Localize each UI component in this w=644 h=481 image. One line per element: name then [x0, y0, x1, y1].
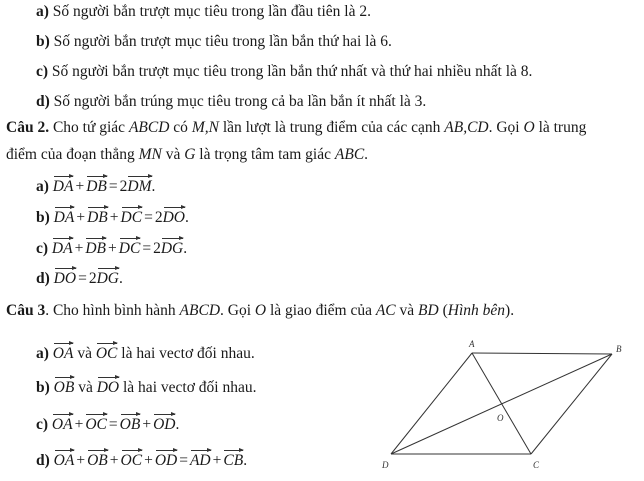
stem-math: Hình bên: [447, 302, 506, 319]
question-title: Câu 3: [6, 302, 46, 319]
vector: DG: [161, 236, 183, 259]
stem-text: lần lượt là trung điểm của các cạnh: [218, 119, 445, 136]
vector: DO: [97, 375, 119, 398]
vector: DA: [53, 174, 74, 197]
vector: DO: [54, 266, 76, 289]
q2-option-c: [36, 236, 187, 259]
vector: OC: [96, 341, 118, 364]
stem-math: MN: [138, 146, 162, 163]
stem-text: có: [169, 119, 192, 136]
vector: DC: [119, 236, 141, 259]
vector: DA: [54, 205, 75, 228]
option-label: c): [36, 240, 49, 257]
vector: DG: [97, 266, 119, 289]
coefficient: 2: [88, 270, 97, 287]
stem-text: ).: [505, 302, 515, 319]
stem-math: AC: [375, 302, 396, 319]
operator: +: [142, 416, 152, 433]
option-label: a): [36, 345, 49, 362]
option-label: b): [36, 33, 50, 50]
stem-text: là trung: [534, 119, 587, 136]
period: .: [184, 209, 189, 226]
point-label-d: D: [382, 460, 389, 470]
equals-sign: =: [108, 178, 118, 195]
connector-text: và: [78, 379, 93, 396]
side-da: [391, 353, 472, 454]
operator: +: [109, 452, 119, 469]
option-label: d): [36, 93, 50, 110]
equals-sign: =: [142, 240, 152, 257]
q2-stem-line2: [6, 145, 368, 165]
vector: OB: [54, 375, 75, 398]
vector: OA: [54, 448, 75, 471]
stem-text: Cho tứ giác: [52, 119, 129, 136]
stem-text: và: [161, 146, 185, 163]
diagonal-bd: [391, 354, 612, 454]
operator: +: [74, 416, 84, 433]
connector-text: và: [77, 345, 92, 362]
operator: +: [212, 452, 222, 469]
vector: DB: [85, 236, 106, 259]
stem-math: ABCD: [128, 119, 170, 136]
vector: DB: [86, 174, 107, 197]
point-label-a: A: [469, 339, 475, 349]
vector: DO: [163, 205, 185, 228]
stem-math: BD: [418, 302, 439, 319]
stem-math: G: [184, 146, 196, 163]
period: .: [175, 416, 180, 433]
stem-text: . Gọi: [488, 119, 524, 136]
point-label-b: B: [616, 344, 622, 354]
option-text: là hai vectơ đối nhau.: [123, 379, 257, 396]
stem-math: O: [254, 302, 267, 319]
option-label: c): [36, 416, 49, 433]
vector: OC: [85, 412, 107, 435]
option-text: Số người bắn trượt mục tiêu trong lần bắn thứ hai là 6.: [53, 33, 392, 50]
q3-option-a: [36, 341, 255, 364]
q3-option-d: [36, 448, 247, 471]
vector: OA: [52, 412, 73, 435]
option-text: Số người bắn trúng mục tiêu trong cả ba lần bắn ít nhất là 3.: [53, 93, 427, 110]
stem-math: AB,CD: [444, 119, 489, 136]
period: .: [183, 240, 188, 257]
stem-text: (: [438, 302, 448, 319]
option-text: Số người bắn trượt mục tiêu trong lần đầu tiên là 2.: [52, 3, 371, 20]
q1-option-a: [36, 2, 371, 22]
stem-text: . Gọi: [220, 302, 255, 319]
operator: +: [144, 452, 153, 469]
stem-text: và: [395, 302, 419, 319]
side-ab: [472, 353, 612, 354]
q2-stem-line1: [6, 118, 586, 138]
vector: OA: [53, 341, 74, 364]
option-label: b): [36, 209, 50, 226]
option-label: d): [36, 452, 50, 469]
q1-option-c: [36, 62, 532, 82]
period: .: [118, 270, 123, 287]
stem-text: là giao điểm của: [266, 302, 376, 319]
stem-text: . Cho hình bình hành: [45, 302, 180, 319]
equals-sign: =: [179, 452, 188, 469]
vector: CB: [223, 448, 243, 471]
q1-option-d: [36, 92, 426, 112]
operator: +: [108, 240, 117, 257]
period: .: [151, 178, 156, 195]
stem-text: điểm của đoạn thẳng: [6, 146, 139, 163]
vector: DM: [127, 174, 151, 197]
vector: OD: [155, 448, 177, 471]
equals-sign: =: [144, 209, 153, 226]
operator: +: [76, 209, 86, 226]
option-label: c): [36, 63, 49, 80]
vector: DA: [52, 236, 73, 259]
equals-sign: =: [78, 270, 87, 287]
stem-math: M,N: [191, 119, 219, 136]
stem-text: .: [364, 146, 369, 163]
operator: +: [74, 240, 84, 257]
q2-option-a: [36, 174, 155, 197]
period: .: [243, 452, 248, 469]
question-title: Câu 2.: [6, 119, 50, 136]
operator: +: [75, 178, 85, 195]
parallelogram-diagram: [370, 330, 644, 476]
parallelogram-figure: [370, 330, 644, 476]
option-label: a): [36, 178, 49, 195]
point-label-c: C: [533, 460, 540, 470]
operator: +: [109, 209, 119, 226]
vector: OD: [153, 412, 175, 435]
coefficient: 2: [119, 178, 128, 195]
option-text: là hai vectơ đối nhau.: [121, 345, 255, 362]
operator: +: [76, 452, 86, 469]
vector: OC: [121, 448, 143, 471]
q2-option-b: [36, 205, 189, 228]
point-label-o: O: [497, 413, 504, 423]
q3-stem: [6, 301, 514, 321]
q1-option-b: [36, 32, 392, 52]
stem-math: ABCD: [179, 302, 221, 319]
vector: OB: [87, 448, 108, 471]
stem-math: O: [523, 119, 535, 136]
option-label: d): [36, 270, 50, 287]
coefficient: 2: [153, 240, 161, 257]
vector: AD: [190, 448, 211, 471]
side-bc: [531, 354, 612, 454]
option-label: b): [36, 379, 50, 396]
q3-option-b: [36, 375, 256, 398]
vector: DB: [87, 205, 108, 228]
option-text: Số người bắn trượt mục tiêu trong lần bắn thứ nhất và thứ hai nhiều nhất là 8.: [51, 63, 533, 80]
q2-option-d: [36, 266, 123, 289]
vector: DC: [121, 205, 143, 228]
coefficient: 2: [154, 209, 163, 226]
stem-text: là trọng tâm tam giác: [195, 146, 335, 163]
stem-math: ABC: [334, 146, 365, 163]
q3-option-c: [36, 412, 179, 435]
equals-sign: =: [108, 416, 118, 433]
option-label: a): [36, 3, 49, 20]
vector: OB: [120, 412, 141, 435]
